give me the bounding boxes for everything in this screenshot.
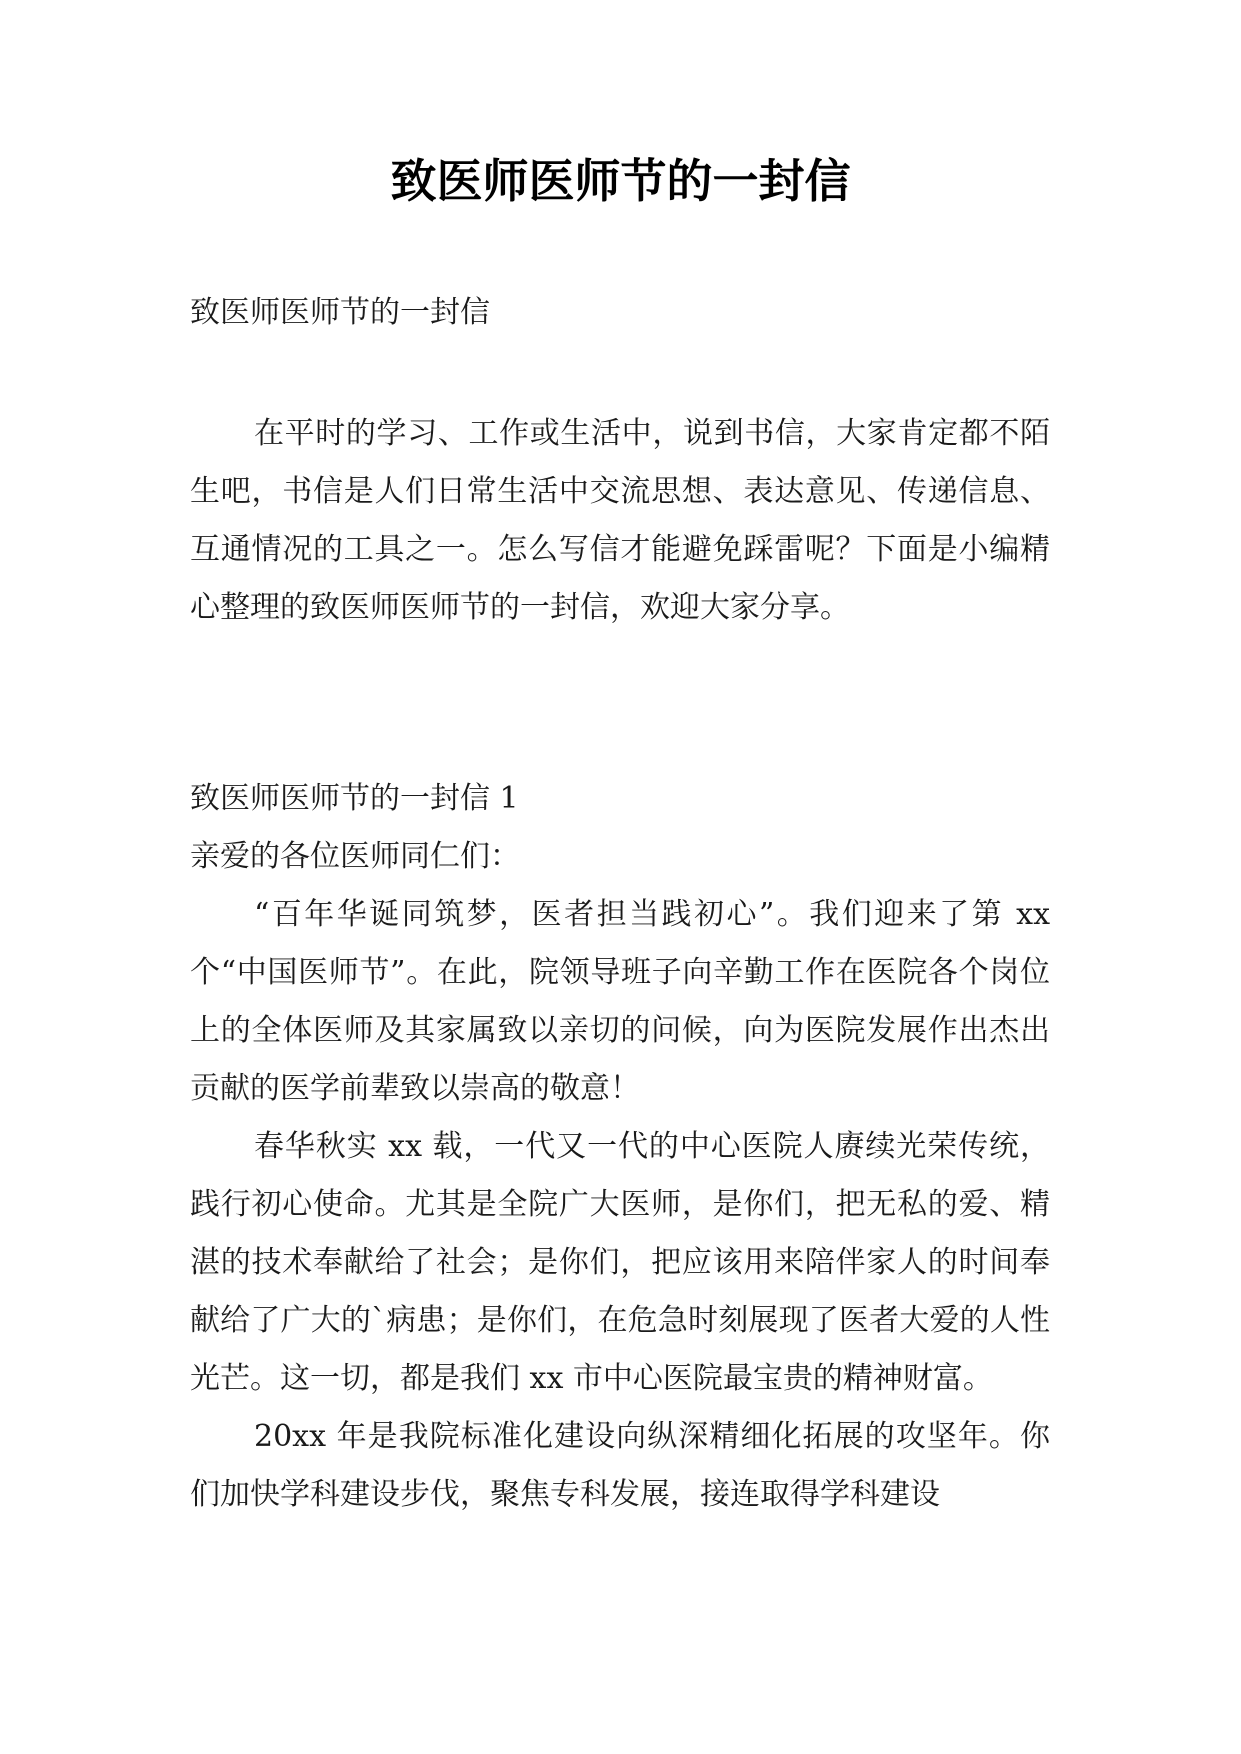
document-title: 致医师医师节的一封信 [390, 154, 851, 208]
section-heading: 致医师医师节的一封信 1 [190, 781, 519, 816]
intro-paragraph: 在平时的学习、工作或生活中，说到书信，大家肯定都不陌生吧，书信是人们日常生活中交流思想、表达意见、传递信息、互通情况的工具之一。怎么写信才能避免踩雷呢？下面是小编精心整理的致医师医师节的一封信，欢迎大家分享。 [190, 416, 1050, 625]
letter-paragraph: 春华秋实 xx 载，一代又一代的中心医院人赓续光荣传统，践行初心使命。尤其是全院广大医师，是你们，把无私的爱、精湛的技术奉献给了社会；是你们，把应该用来陪伴家人的时间奉献给了广大的`病患；是你们，在危急时刻展现了医者大爱的人性光芒。这一切，都是我们 xx 市中心医院最宝贵的精神财富。 [190, 1129, 1050, 1396]
salutation: 亲爱的各位医师同仁们： [190, 839, 520, 874]
letter-section [190, 770, 1050, 1524]
letter-paragraph: “百年华诞同筑梦，医者担当践初心”。我们迎来了第 xx 个“中国医师节”。在此，院领导班子向辛勤工作在医院各个岗位上的全体医师及其家属致以亲切的问候，向为医院发展作出杰出贡献的医学前辈致以崇高的敬意！ [190, 897, 1050, 1106]
letter-paragraph: 20xx 年是我院标准化建设向纵深精细化拓展的攻坚年。你们加快学科建设步伐，聚焦专科发展，接连取得学科建设 [190, 1419, 1050, 1512]
document-subtitle: 致医师医师节的一封信 [190, 295, 490, 330]
